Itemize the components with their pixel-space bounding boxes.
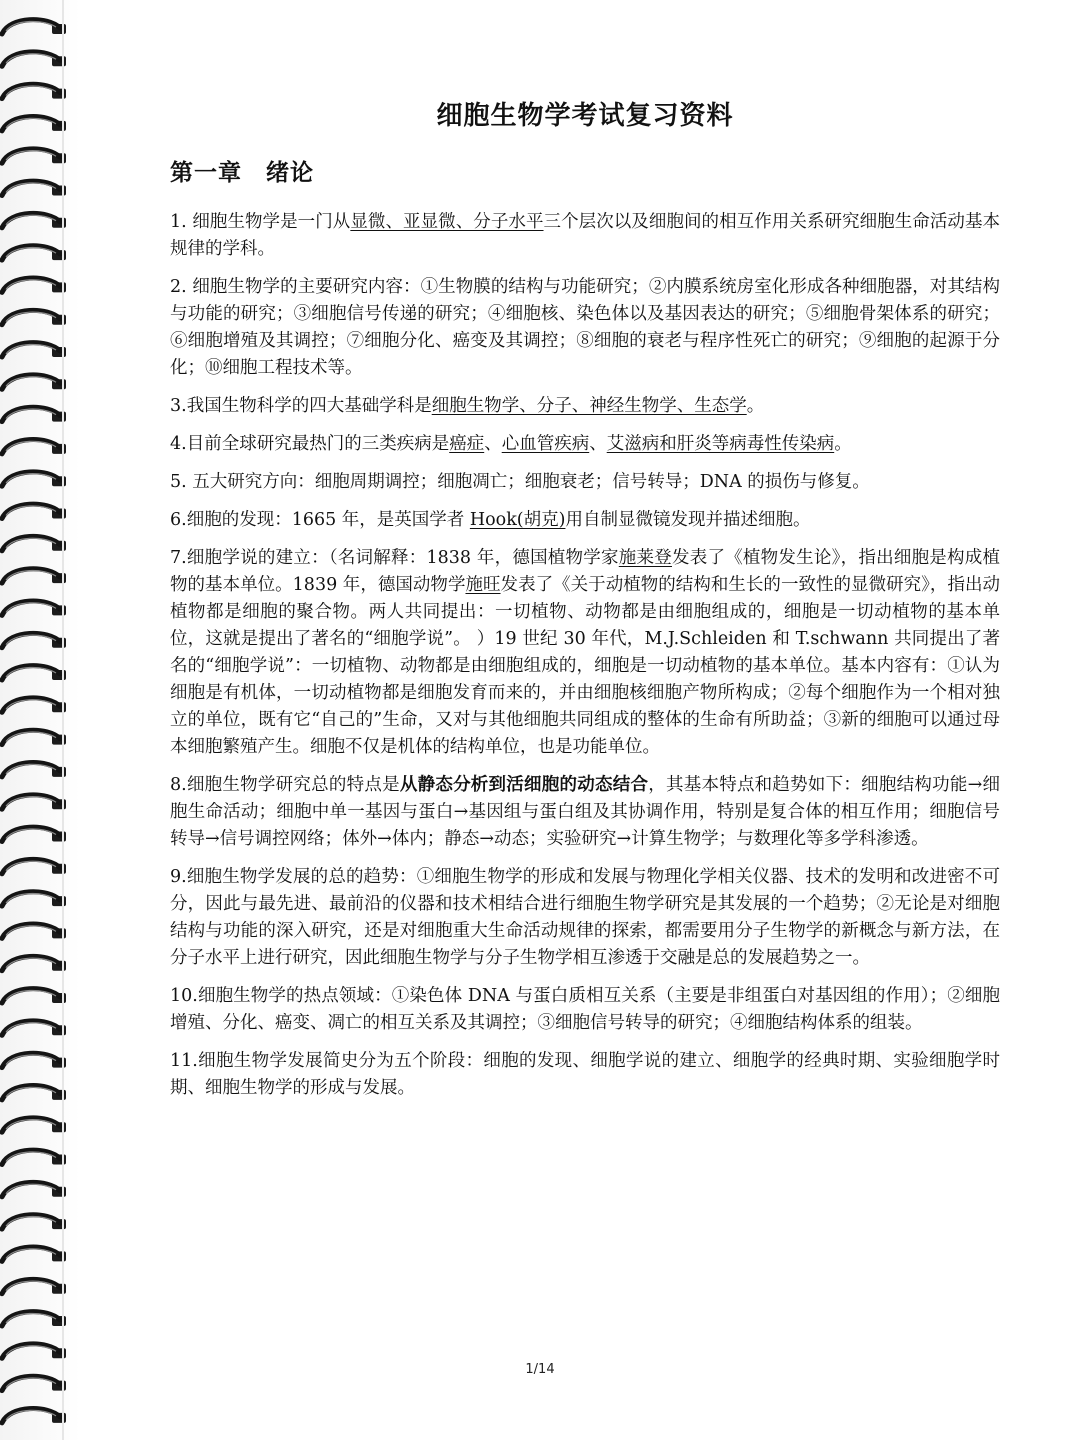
binding-ring	[2, 1409, 66, 1423]
binding-ring	[2, 181, 66, 195]
binding-ring	[2, 989, 66, 1003]
binding-ring	[2, 1279, 66, 1293]
binding-ring	[2, 1376, 66, 1390]
underlined-term: Hook(胡克)	[469, 510, 566, 530]
binding-ring	[2, 536, 66, 550]
binding-ring	[2, 1182, 66, 1196]
paragraph-p8	[170, 772, 1000, 853]
binding-ring	[2, 213, 66, 227]
binding-ring	[2, 892, 66, 906]
text-run: 、	[589, 434, 607, 454]
text-run: 8.细胞生物学研究总的特点是	[170, 775, 400, 795]
binding-ring	[2, 84, 66, 98]
binding-ring	[2, 763, 66, 777]
text-run: 6.细胞的发现：1665 年，是英国学者	[170, 510, 470, 530]
text-run: 5. 五大研究方向：细胞周期调控；细胞凋亡；细胞衰老；信号转导；DNA 的损伤与修复。	[170, 472, 870, 492]
text-run: 10.细胞生物学的热点领域：①染色体 DNA 与蛋白质相互关系（主要是非组蛋白对基因组的作用）；②细胞 增殖、分化、癌变、凋亡的相互关系及其调控；③细胞信号转导的研究；④细胞结构体系的组装。	[170, 986, 1000, 1033]
underlined-term: 显微、亚显微、分子水平	[350, 212, 544, 232]
text-run: 三个层次以及细胞间的相互作用关系研究细胞生命活动基本规律的学科。	[170, 212, 1000, 259]
binding-ring	[2, 407, 66, 421]
binding-ring	[2, 504, 66, 518]
text-run: 9.细胞生物学发展的总的趋势：①细胞生物学的形成和发展与物理化学相关仪器、技术的发明和改进密不可分，因此与最先进、最前沿的仪器和技术相结合进行细胞生物学研究是其发展的一个趋势；②无论是对细胞结构与功能的深入研究，还是对细胞重大生命活动规律的探索，都需要用分子生物学的新概念与新方法，在分子水平上进行研究，因此细胞生物学与分子生物学相互渗透于交融是总的发展趋势之一。	[170, 867, 1000, 968]
spiral-binding	[0, 0, 80, 1440]
paragraph-p3	[170, 393, 1000, 420]
underlined-term: 施莱登	[618, 548, 672, 568]
binding-ring	[2, 601, 66, 615]
binding-ring	[2, 440, 66, 454]
text-run: 7.细胞学说的建立：（名词解释：1838 年，德国植物学家	[170, 548, 619, 568]
text-run: 11.细胞生物学发展简史分为五个阶段：细胞的发现、细胞学说的建立、细胞学的经典时期、实验细胞学时期、细胞生物学的形成与发展。	[170, 1051, 1000, 1098]
underlined-term: 细胞生物学、分子、神经生物学、生态学	[431, 396, 747, 416]
text-run: 用自制显微镜发现并描述细胞。	[565, 510, 811, 530]
binding-ring	[2, 859, 66, 873]
binding-ring	[2, 924, 66, 938]
paragraph-p11	[170, 1048, 1000, 1102]
paragraph-p7	[170, 545, 1000, 761]
binding-ring	[2, 569, 66, 583]
text-run: 。	[746, 396, 765, 416]
binding-ring	[2, 956, 66, 970]
text-run: 、	[484, 434, 502, 454]
binding-ring	[2, 310, 66, 324]
binding-ring	[2, 472, 66, 486]
paragraph-p9	[170, 864, 1000, 972]
binding-ring	[2, 730, 66, 744]
spiral-rings	[0, 0, 80, 1440]
document-body	[170, 95, 1000, 1113]
paragraph-p1	[170, 209, 1000, 263]
binding-ring	[2, 278, 66, 292]
underlined-term: 癌症	[449, 434, 485, 454]
chapter-heading: 第一章 绪论	[170, 159, 314, 186]
text-run: 。	[834, 434, 852, 454]
paragraph-p10	[170, 983, 1000, 1037]
text-run: 发表了《关于动植物的结构和生长的一致性的显微研究》，指出动植物都是细胞的聚合物。两人共同提出：一切植物、动物都是由细胞组成的，细胞是一切动植物的基本单位，这就是提出了著名的“细胞学说”。 ）19 世纪 30 年代，M.J.Schleiden 和 T.schwann 共同提出了著名的“细胞学说”：一切植物、动物都是由细胞组成的，细胞是一切动植物的基本单位。基本内容有：①认为细胞是有机体，一切动植物都是细胞发育而来的，并由细胞核细胞产物所构成；②每个细胞作为一个相对独立的单位，既有它“自己的”生命，又对与其他细胞共同组成的整体的生命有所助益；③新的细胞可以通过母本细胞繁殖产生。细胞不仅是机体的结构单位，也是功能单位。	[170, 575, 1001, 757]
underlined-term: 心血管疾病	[501, 434, 590, 454]
binding-ring	[2, 375, 66, 389]
bold-phrase: 从静态分析到活细胞的动态结合	[399, 775, 649, 795]
binding-ring	[2, 666, 66, 680]
text-run: 发表了《植物发生论》，指出细胞是构成植物的基本单位。1839 年，德国动物学	[170, 548, 1001, 595]
document-title: 细胞生物学考试复习资料	[436, 101, 734, 131]
binding-ring	[2, 1150, 66, 1164]
page-number: 1/14	[525, 1362, 555, 1377]
paragraph-list	[170, 209, 1000, 1102]
binding-ring	[2, 1053, 66, 1067]
binding-ring	[2, 149, 66, 163]
binding-ring	[2, 117, 66, 131]
text-run: 2. 细胞生物学的主要研究内容：①生物膜的结构与功能研究；②内膜系统房室化形成各种细胞器，对其结构与功能的研究；③细胞信号传递的研究；④细胞核、染色体以及基因表达的研究；⑤细胞骨架体系的研究；⑥细胞增殖及其调控；⑦细胞分化、癌变及其调控；⑧细胞的衰老与程序性死亡的研究；⑨细胞的起源于分化；⑩细胞工程技术等。	[170, 277, 1000, 378]
binding-ring	[2, 246, 66, 260]
text-run: 4.目前全球研究最热门的三类疾病是	[170, 434, 450, 454]
binding-ring	[2, 1118, 66, 1132]
paragraph-p6	[170, 507, 1000, 534]
paragraph-p2	[170, 274, 1000, 382]
text-run: ，其基本特点和趋势如下：细胞结构功能→细胞生命活动；细胞中单一基因与蛋白→基因组与蛋白组及其协调作用，特别是复合体的相互作用；细胞信号转导→信号调控网络；体外→体内；静态→动态；实验研究→计算生物学；与数理化等多学科渗透。	[170, 775, 1000, 849]
paragraph-p4	[170, 431, 1000, 458]
binding-ring	[2, 1344, 66, 1358]
text-run: 3.我国生物科学的四大基础学科是	[170, 396, 432, 416]
binding-ring	[2, 633, 66, 647]
binding-ring	[2, 1247, 66, 1261]
underlined-term: 施旺	[465, 575, 501, 595]
binding-ring	[2, 1086, 66, 1100]
binding-ring	[2, 1021, 66, 1035]
binding-ring	[2, 827, 66, 841]
binding-ring	[2, 795, 66, 809]
text-run: 1. 细胞生物学是一门从	[170, 212, 351, 232]
binding-ring	[2, 698, 66, 712]
binding-ring	[2, 343, 66, 357]
page-edge	[62, 0, 64, 1440]
binding-ring	[2, 1215, 66, 1229]
binding-ring	[2, 52, 66, 66]
paragraph-p5	[170, 469, 1000, 496]
underlined-term: 艾滋病和肝炎等病毒性传染病	[606, 434, 835, 454]
binding-ring	[2, 1312, 66, 1326]
binding-ring	[2, 20, 66, 34]
